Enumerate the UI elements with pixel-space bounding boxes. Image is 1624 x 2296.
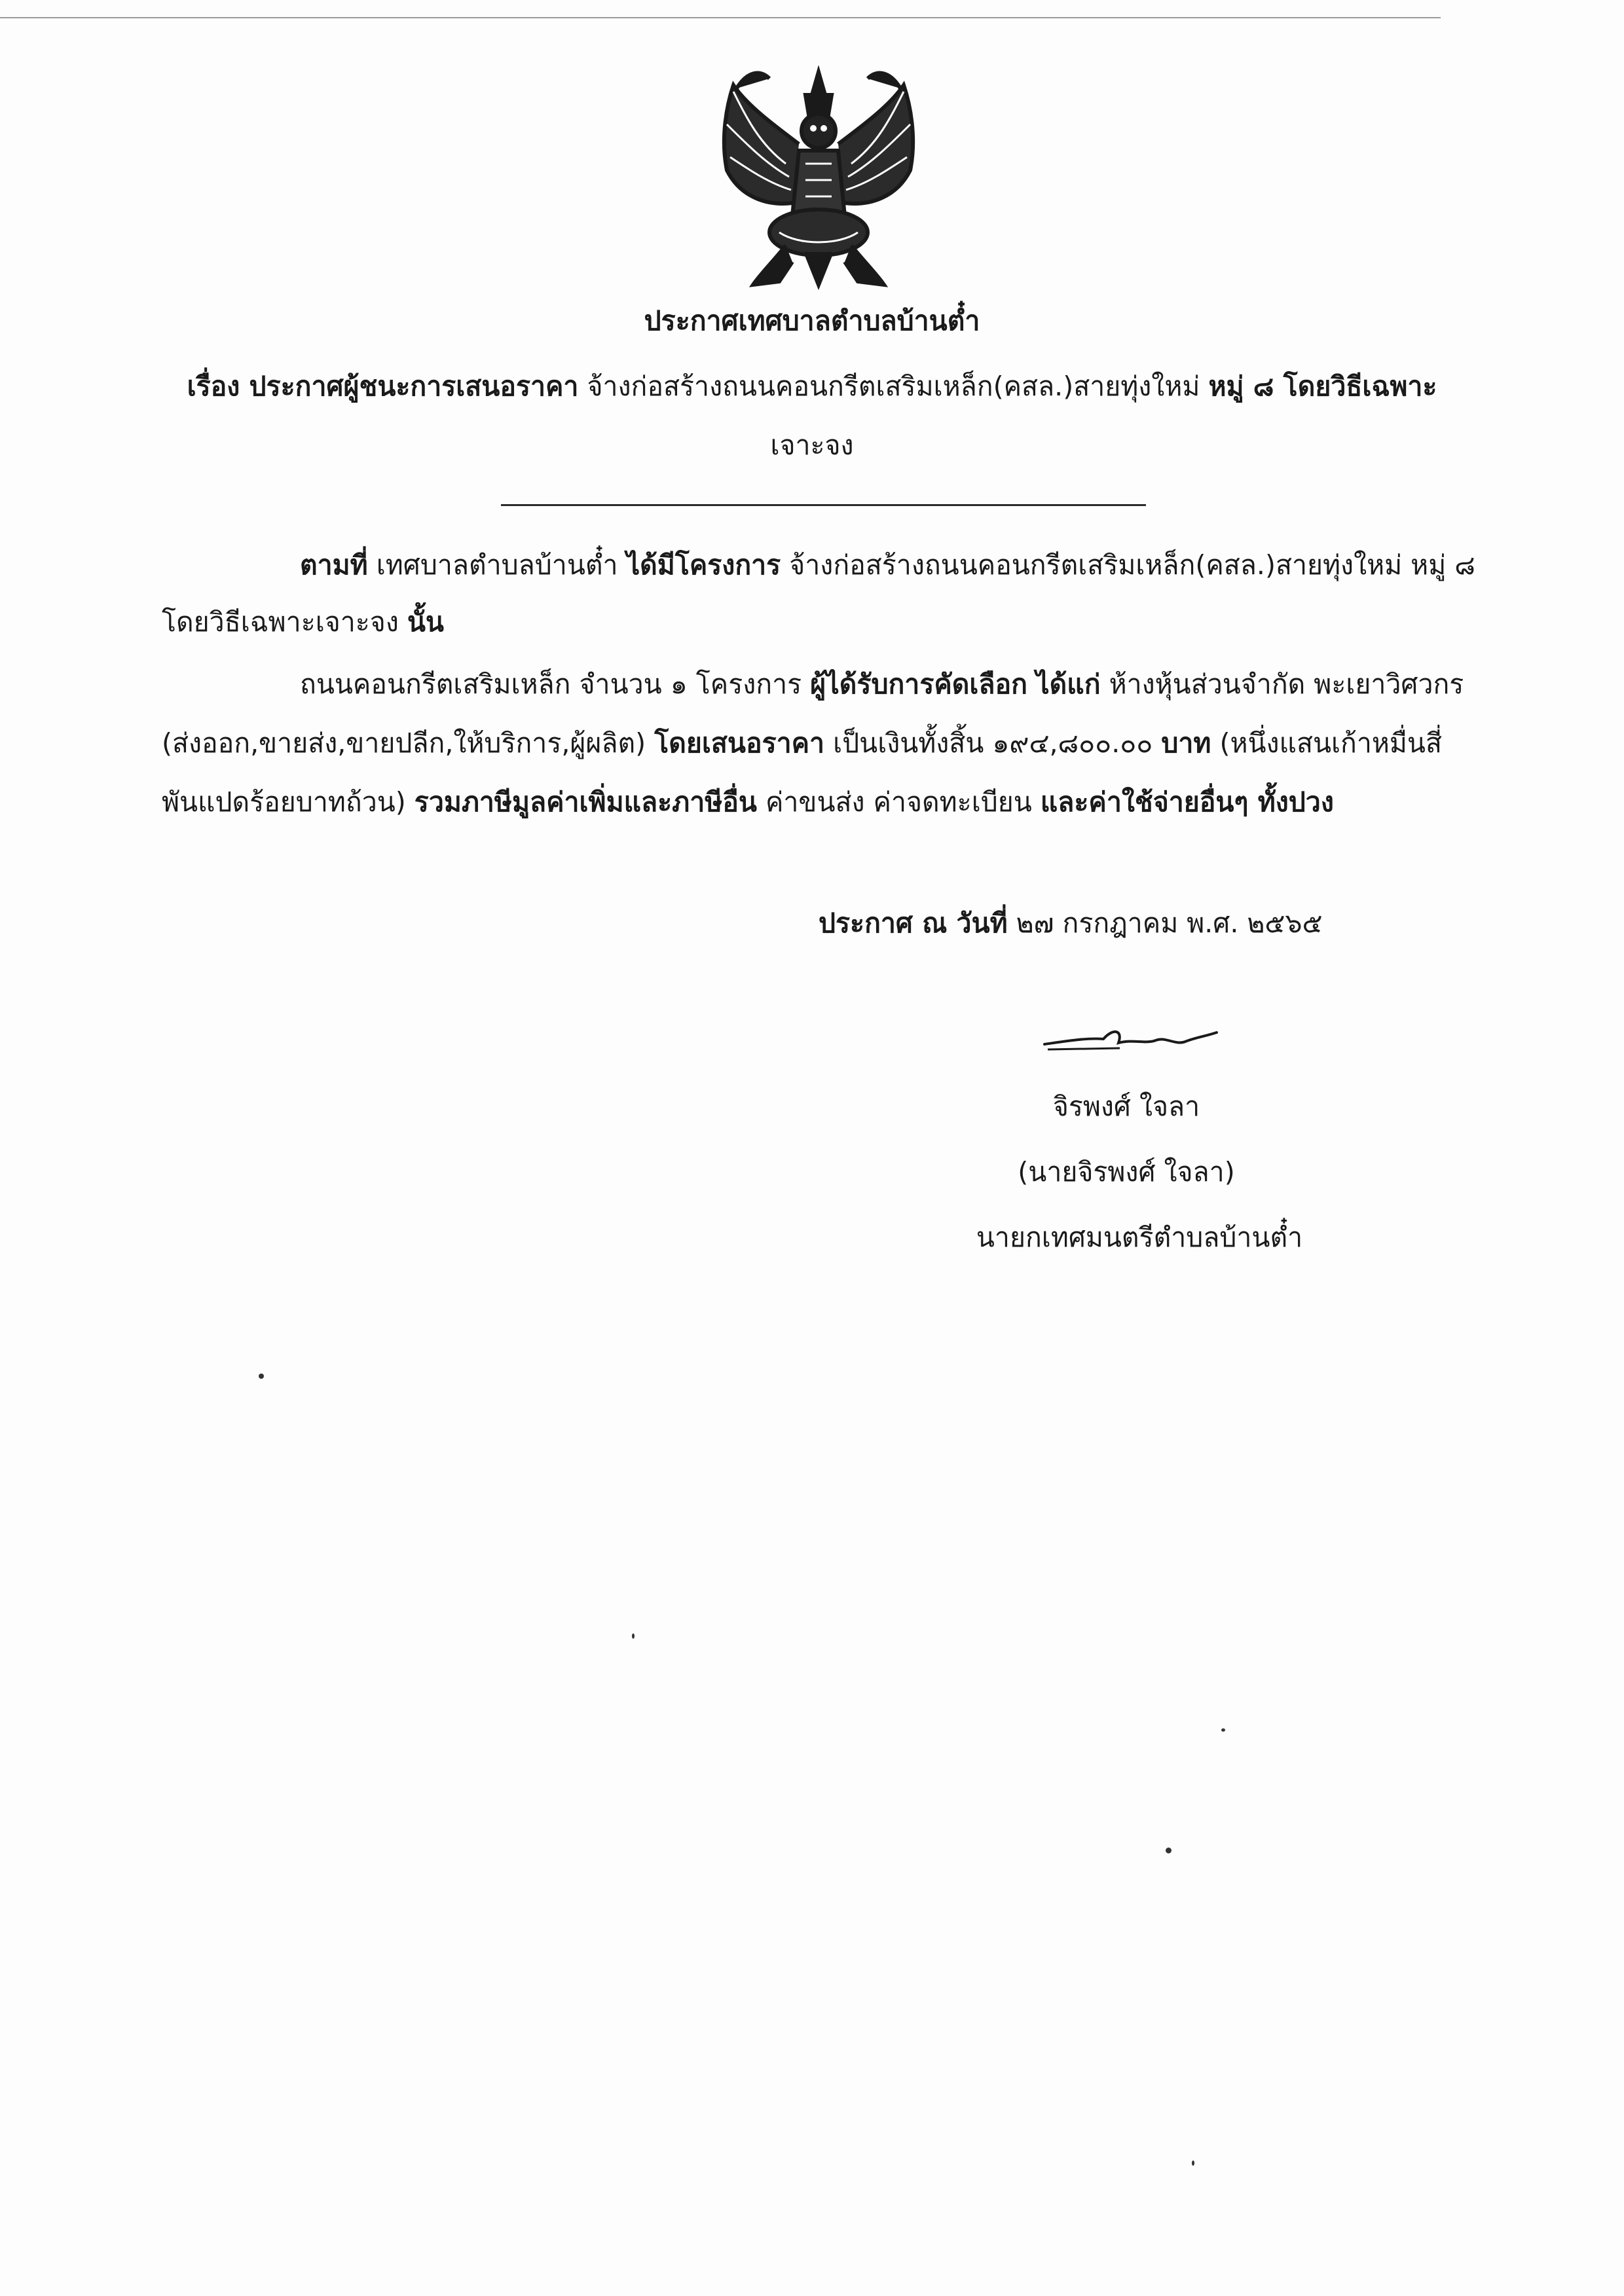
p2-winner-name: ห้างหุ้นส่วนจำกัด พะเยาวิศวกร (1109, 668, 1464, 700)
p2-label-other-costs: และค่าใช้จ่ายอื่นๆ ทั้งปวง (1040, 786, 1334, 818)
p1-municipality: เทศบาลตำบลบ้านต๋ำ (376, 549, 618, 581)
date-value: ๒๗ กรกฎาคม พ.ศ. ๒๕๖๕ (1016, 907, 1323, 939)
paragraph-2-line-3 (162, 782, 1334, 822)
signatory-name: จิรพงศ์ ใจลา (1052, 1091, 1200, 1122)
paragraph-1-line-1 (300, 545, 1475, 585)
p2-label-baht: บาท (1161, 727, 1211, 759)
subject-line (0, 367, 1624, 406)
p2-project-count: ถนนคอนกรีตเสริมเหล็ก จำนวน ๑ โครงการ (300, 668, 802, 700)
scan-speck (632, 1633, 635, 1639)
garuda-emblem-icon (707, 65, 930, 291)
scan-speck (1221, 1728, 1225, 1732)
paragraph-2-line-1 (300, 665, 1464, 704)
scan-speck (259, 1374, 264, 1379)
p1-method: โดยวิธีเฉพาะเจาะจง (162, 606, 399, 638)
subject-text: จ้างก่อสร้างถนนคอนกรีตเสริมเหล็ก(คสล.)สายทุ่งใหม่ (587, 371, 1200, 402)
heading-divider (501, 504, 1146, 506)
signatory-position: นายกเทศมนตรีตำบลบ้านต๋ำ (976, 1222, 1303, 1253)
p2-winner-business: (ส่งออก,ขายส่ง,ขายปลีก,ให้บริการ,ผู้ผลิต) (162, 727, 646, 759)
paragraph-2-line-2 (162, 723, 1442, 763)
p1-label-according: ตามที่ (300, 549, 368, 581)
subject-moo: หมู่ ๘ โดยวิธีเฉพาะ (1208, 371, 1437, 402)
p1-project-name: จ้างก่อสร้างถนนคอนกรีตเสริมเหล็ก(คสล.)สายทุ่งใหม่ หมู่ ๘ (789, 549, 1475, 581)
subject-label: เรื่อง ประกาศผู้ชนะการเสนอราคา (187, 371, 579, 402)
p2-amount-words-1: (หนึ่งแสนเก้าหมื่นสี่ (1219, 727, 1442, 759)
scan-speck (1166, 1848, 1172, 1853)
announcement-title: ประกาศเทศบาลตำบลบ้านต๋ำ (644, 305, 980, 337)
paragraph-1-line-2 (162, 602, 444, 642)
p1-end: นั้น (407, 606, 444, 638)
date-label: ประกาศ ณ วันที่ (819, 907, 1008, 939)
p2-fees: ค่าขนส่ง ค่าจดทะเบียน (765, 786, 1032, 818)
p2-label-total: เป็นเงินทั้งสิ้น (833, 727, 984, 759)
subject-continuation: เจาะจง (770, 429, 854, 461)
p1-label-project: ได้มีโครงการ (626, 549, 781, 581)
p2-label-vat: รวมภาษีมูลค่าเพิ่มและภาษีอื่น (414, 786, 757, 818)
p2-amount-words-2: พันแปดร้อยบาทถ้วน) (162, 786, 406, 818)
signature-icon (1041, 1025, 1225, 1057)
p2-amount: ๑๙๔,๘๐๐.๐๐ (992, 727, 1153, 759)
scan-speck (1192, 2160, 1194, 2166)
p2-label-namely: ได้แก่ (1036, 668, 1101, 700)
p2-label-selected: ผู้ได้รับการคัดเลือก (810, 668, 1027, 700)
scan-edge-line (0, 17, 1441, 18)
announcement-date (819, 903, 1323, 943)
p2-label-offer: โดยเสนอราคา (654, 727, 825, 759)
signatory-full-name: (นายจิรพงศ์ ใจลา) (1018, 1156, 1235, 1188)
